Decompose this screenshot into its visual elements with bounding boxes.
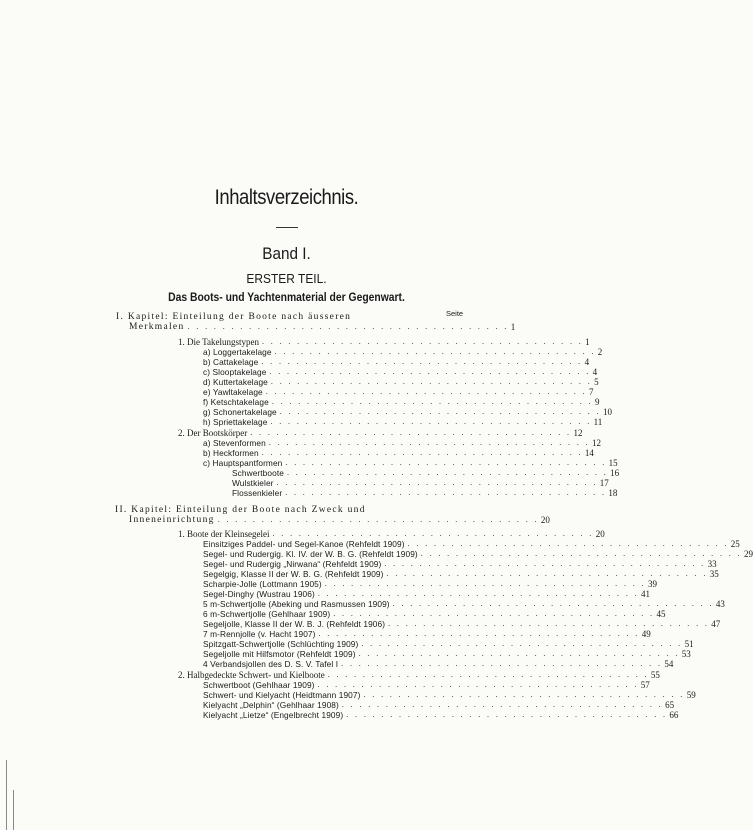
toc-entry xyxy=(203,397,600,407)
part-subtitle: Das Boots- und Yachtenmaterial der Gegenwart. xyxy=(168,292,405,304)
leader-dots: . . . . . . . . . . . . . . . . . . . . . . . . . . . . . . . . . . . . . xyxy=(358,649,680,658)
toc-entry-text: Scharpie-Jolle (Lottmann 1905) xyxy=(203,579,322,589)
toc-entry xyxy=(203,700,675,710)
leader-dots: . . . . . . . . . . . . . . . . . . . . . . . . . . . . . . . . . . . . . xyxy=(386,569,708,578)
toc-entry-text: Inneneinrichtung xyxy=(129,515,215,525)
toc-entry-text: h) Spriettakelage xyxy=(203,417,268,427)
toc-entry xyxy=(203,407,612,417)
toc-entry-text: 1. Boote der Kleinsegelei xyxy=(178,529,270,539)
toc-entry xyxy=(129,322,516,332)
toc-entry xyxy=(178,670,660,680)
toc-entry-page: 11 xyxy=(593,417,603,427)
toc-entry xyxy=(203,690,696,700)
toc-entry-text: Segelgig, Klasse II der W. B. G. (Rehfeldt 1909) xyxy=(203,569,384,579)
toc-entry-text: c) Slooptakelage xyxy=(203,367,267,377)
leader-dots: . . . . . . . . . . . . . . . . . . . . . . . . . . . . . . . . . . . . . xyxy=(268,438,591,447)
toc-entry-page: 4 xyxy=(592,367,598,377)
toc-entry-page: 1 xyxy=(585,337,590,347)
toc-entry xyxy=(203,458,618,468)
leader-dots: . . . . . . . . . . . . . . . . . . . . . . . . . . . . . . . . . . . . . xyxy=(187,322,509,331)
toc-entry xyxy=(203,549,753,559)
toc-entry-page: 20 xyxy=(540,515,550,525)
toc-entry-text: 6 m-Schwertjolle (Gehlhaar 1909) xyxy=(203,609,331,619)
toc-entry-page: 57 xyxy=(640,680,650,690)
toc-entry xyxy=(203,367,598,377)
toc-entry xyxy=(203,438,602,448)
toc-entry xyxy=(203,619,721,629)
leader-dots: . . . . . . . . . . . . . . . . . . . . . . . . . . . . . . . . . . . . . xyxy=(317,589,640,598)
toc-entry-text: Schwertboot (Gehlhaar 1909) xyxy=(203,680,315,690)
toc-entry-page: 17 xyxy=(599,478,609,488)
toc-entry-text: 2. Der Bootskörper xyxy=(178,428,248,438)
toc-entry-text: 5 m-Schwertjolle (Abeking und Rasmussen 1909) xyxy=(203,599,390,609)
toc-entry-page: 10 xyxy=(602,407,612,417)
toc-entry-text: Wulstkieler xyxy=(232,478,274,488)
leader-dots: . . . . . . . . . . . . . . . . . . . . . . . . . . . . . . . . . . . . . xyxy=(420,549,742,558)
toc-entry-text: 1. Die Takelungstypen xyxy=(178,337,259,347)
toc-entry-text: 7 m-Rennjolle (v. Hacht 1907) xyxy=(203,629,316,639)
toc-entry-page: 29 xyxy=(743,549,753,559)
toc-entry xyxy=(232,488,618,498)
volume-heading: Band I. xyxy=(262,244,311,263)
leader-dots: . . . . . . . . . . . . . . . . . . . . . . . . . . . . . . . . . . . . . xyxy=(261,448,583,457)
toc-entry xyxy=(203,448,594,458)
leader-dots: . . . . . . . . . . . . . . . . . . . . . . . . . . . . . . . . . . . . . xyxy=(265,387,587,396)
toc-entry-page: 65 xyxy=(665,700,675,710)
toc-entry xyxy=(203,417,603,427)
toc-entry-text: Segeljolle mit Hilfsmotor (Rehfeldt 1909) xyxy=(203,649,356,659)
leader-dots: . . . . . . . . . . . . . . . . . . . . . . . . . . . . . . . . . . . . . xyxy=(270,417,592,426)
toc-entry-page: 51 xyxy=(684,639,694,649)
toc-entry xyxy=(203,579,657,589)
toc-entry-page: 4 xyxy=(584,357,590,367)
leader-dots: . . . . . . . . . . . . . . . . . . . . . . . . . . . . . . . . . . . . . xyxy=(407,539,729,548)
leader-dots: . . . . . . . . . . . . . . . . . . . . . . . . . . . . . . . . . . . . . xyxy=(318,629,640,638)
leader-dots: . . . . . . . . . . . . . . . . . . . . . . . . . . . . . . . . . . . . . xyxy=(261,357,583,366)
toc-entry-page: 12 xyxy=(592,438,602,448)
leader-dots: . . . . . . . . . . . . . . . . . . . . . . . . . . . . . . . . . . . . . xyxy=(269,367,591,376)
toc-entry-text: Spitzgatt-Schwertjolle (Schlüchting 1909) xyxy=(203,639,359,649)
leader-dots: . . . . . . . . . . . . . . . . . . . . . . . . . . . . . . . . . . . . . xyxy=(341,659,663,668)
page-column-header: Seite xyxy=(446,309,464,318)
toc-entry xyxy=(178,428,583,438)
toc-entry xyxy=(203,569,719,579)
toc-entry-text: Schwert- und Kielyacht (Heidtmann 1907) xyxy=(203,690,361,700)
toc-entry-text: Segeljolle, Klasse II der W. B. J. (Rehfeldt 1906) xyxy=(203,619,386,629)
toc-entry xyxy=(203,589,651,599)
toc-entry-page: 9 xyxy=(595,397,600,407)
leader-dots: . . . . . . . . . . . . . . . . . . . . . . . . . . . . . . . . . . . . . xyxy=(333,609,655,618)
toc-entry-text: Einsitziges Paddel- und Segel-Kanoe (Rehfeldt 1909) xyxy=(203,539,405,549)
toc-entry xyxy=(232,468,620,478)
toc-entry-page: 7 xyxy=(588,387,594,397)
toc-entry-text: b) Cattakelage xyxy=(203,357,259,367)
toc-entry-text: 4 Verbandsjollen des D. S. V. Tafel I xyxy=(203,659,339,669)
toc-entry-page: 33 xyxy=(707,559,717,569)
toc-entry-page: 35 xyxy=(709,569,719,579)
leader-dots: . . . . . . . . . . . . . . . . . . . . . . . . . . . . . . . . . . . . . xyxy=(346,710,668,719)
toc-entry-page: 43 xyxy=(715,599,725,609)
toc-entry xyxy=(203,680,650,690)
toc-entry xyxy=(203,649,691,659)
toc-entry-page: 2 xyxy=(597,347,603,357)
toc-entry xyxy=(232,478,609,488)
toc-entry-text: d) Kuttertakelage xyxy=(203,377,268,387)
toc-entry xyxy=(129,515,550,525)
leader-dots: . . . . . . . . . . . . . . . . . . . . . . . . . . . . . . . . . . . . . xyxy=(217,515,539,524)
toc-entry xyxy=(203,629,651,639)
toc-entry-page: 39 xyxy=(647,579,657,589)
leader-dots: . . . . . . . . . . . . . . . . . . . . . . . . . . . . . . . . . . . . . xyxy=(250,428,572,437)
toc-entry-page: 66 xyxy=(669,710,679,720)
toc-entry-text: Segel-Dinghy (Wustrau 1906) xyxy=(203,589,315,599)
toc-entry-text: Segel- und Rudergig „Nirwana“ (Rehfeldt 1909) xyxy=(203,559,382,569)
toc-entry-page: 20 xyxy=(595,529,605,539)
toc-entry xyxy=(203,710,679,720)
toc-entry-page: 18 xyxy=(608,488,618,498)
toc-entry xyxy=(178,337,590,347)
leader-dots: . . . . . . . . . . . . . . . . . . . . . . . . . . . . . . . . . . . . . xyxy=(285,488,607,497)
toc-entry-page: 55 xyxy=(650,670,660,680)
toc-entry-page: 15 xyxy=(608,458,618,468)
toc-entry-page: 25 xyxy=(730,539,740,549)
leader-dots: . . . . . . . . . . . . . . . . . . . . . . . . . . . . . . . . . . . . . xyxy=(261,337,584,346)
toc-entry-text: a) Loggertakelage xyxy=(203,347,272,357)
part-heading: ERSTER TEIL. xyxy=(246,271,327,286)
toc-entry-text: II. Kapitel: Einteilung der Boote nach Zweck und xyxy=(115,505,366,515)
toc-entry xyxy=(203,599,725,609)
leader-dots: . . . . . . . . . . . . . . . . . . . . . . . . . . . . . . . . . . . . . xyxy=(341,700,664,709)
toc-entry-text: e) Yawltakelage xyxy=(203,387,263,397)
toc-entry xyxy=(203,639,694,649)
leader-dots: . . . . . . . . . . . . . . . . . . . . . . . . . . . . . . . . . . . . . xyxy=(317,680,639,689)
toc-entry xyxy=(203,377,599,387)
toc-entry-page: 14 xyxy=(584,448,594,458)
leader-dots: . . . . . . . . . . . . . . . . . . . . . . . . . . . . . . . . . . . . . xyxy=(272,529,594,538)
toc-entry-text: f) Ketschtakelage xyxy=(203,397,269,407)
leader-dots: . . . . . . . . . . . . . . . . . . . . . . . . . . . . . . . . . . . . . xyxy=(285,458,607,467)
leader-dots: . . . . . . . . . . . . . . . . . . . . . . . . . . . . . . . . . . . . . xyxy=(324,579,646,588)
leader-dots: . . . . . . . . . . . . . . . . . . . . . . . . . . . . . . . . . . . . . xyxy=(384,559,706,568)
page-title: Inhaltsverzeichnis. xyxy=(214,186,359,209)
toc-entry-page: 16 xyxy=(610,468,620,478)
toc-entry-page: 53 xyxy=(681,649,691,659)
toc-entry xyxy=(203,347,603,357)
toc-entry-text: Merkmalen xyxy=(129,322,185,332)
toc-entry-text: c) Hauptspantformen xyxy=(203,458,283,468)
toc-entry xyxy=(203,659,674,669)
toc-entry xyxy=(203,559,717,569)
leader-dots: . . . . . . . . . . . . . . . . . . . . . . . . . . . . . . . . . . . . . xyxy=(392,599,714,608)
toc-entry-page: 5 xyxy=(594,377,599,387)
toc-entry xyxy=(203,609,666,619)
toc-entry-text: I. Kapitel: Einteilung der Boote nach äusseren xyxy=(116,312,352,322)
toc-entry-page: 41 xyxy=(641,589,651,599)
leader-dots: . . . . . . . . . . . . . . . . . . . . . . . . . . . . . . . . . . . . . xyxy=(271,397,594,406)
toc-entry xyxy=(203,357,590,367)
leader-dots: . . . . . . . . . . . . . . . . . . . . . . . . . . . . . . . . . . . . . xyxy=(388,619,710,628)
toc-entry-page: 1 xyxy=(510,322,516,332)
leader-dots: . . . . . . . . . . . . . . . . . . . . . . . . . . . . . . . . . . . . . xyxy=(327,670,649,679)
leader-dots: . . . . . . . . . . . . . . . . . . . . . . . . . . . . . . . . . . . . . xyxy=(279,407,601,416)
toc-entry-text: b) Heckformen xyxy=(203,448,259,458)
toc-entry-page: 45 xyxy=(656,609,666,619)
toc-entry-text: Segel- und Rudergig. Kl. IV. der W. B. G. (Rehfeldt 1909) xyxy=(203,549,418,559)
leader-dots: . . . . . . . . . . . . . . . . . . . . . . . . . . . . . . . . . . . . . xyxy=(286,468,609,477)
toc-entry-page: 54 xyxy=(664,659,674,669)
toc-entry-text: 2. Halbgedeckte Schwert- und Kielboote xyxy=(178,670,325,680)
toc-entry-text: Schwertboote xyxy=(232,468,284,478)
leader-dots: . . . . . . . . . . . . . . . . . . . . . . . . . . . . . . . . . . . . . xyxy=(276,478,598,487)
toc-entry xyxy=(203,539,740,549)
leader-dots: . . . . . . . . . . . . . . . . . . . . . . . . . . . . . . . . . . . . . xyxy=(270,377,593,386)
toc-entry-text: Kielyacht „Delphin“ (Gehlhaar 1908) xyxy=(203,700,339,710)
toc-entry-page: 12 xyxy=(573,428,583,438)
toc-entry-text: Kielyacht „Lietze“ (Engelbrecht 1909) xyxy=(203,710,344,720)
leader-dots: . . . . . . . . . . . . . . . . . . . . . . . . . . . . . . . . . . . . . xyxy=(363,690,685,699)
toc-entry-text: g) Schonertakelage xyxy=(203,407,277,417)
toc-entry-page: 59 xyxy=(686,690,696,700)
toc-entry-page: 49 xyxy=(641,629,651,639)
leader-dots: . . . . . . . . . . . . . . . . . . . . . . . . . . . . . . . . . . . . . xyxy=(274,347,596,356)
toc-entry-text: a) Stevenformen xyxy=(203,438,266,448)
toc-entry-page: 47 xyxy=(711,619,721,629)
toc-entry xyxy=(178,529,605,539)
toc-entry xyxy=(203,387,594,397)
leader-dots: . . . . . . . . . . . . . . . . . . . . . . . . . . . . . . . . . . . . . xyxy=(361,639,683,648)
toc-entry-text: Flossenkieler xyxy=(232,488,283,498)
title-rule xyxy=(276,227,298,228)
